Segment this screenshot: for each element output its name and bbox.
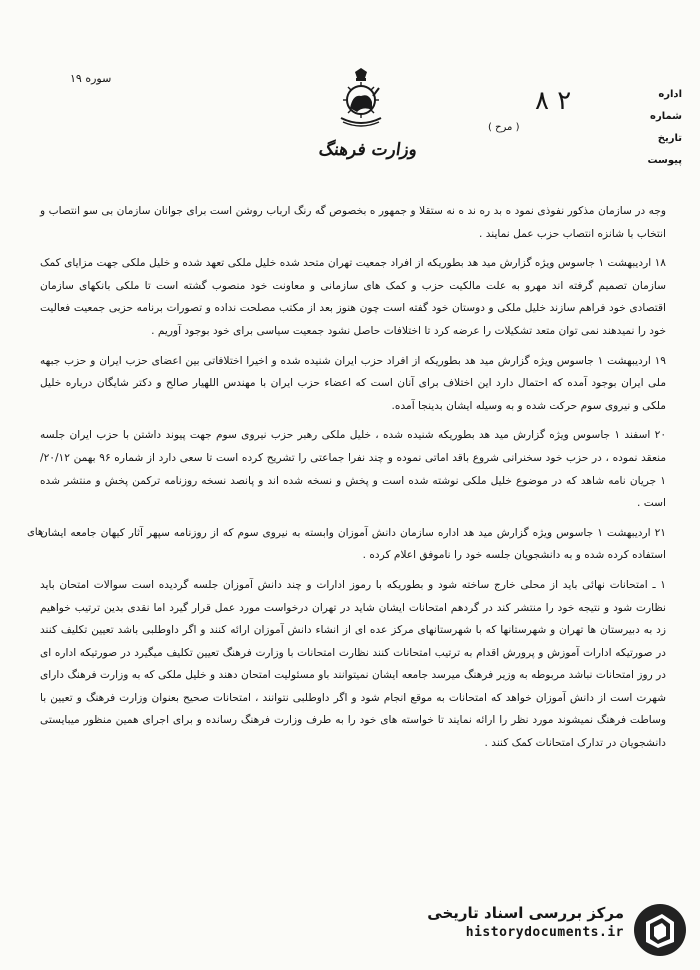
header-fields: [622, 84, 682, 172]
ministry-title: وزارت فرهنگ: [317, 140, 419, 160]
lion-and-sun-emblem: [333, 66, 389, 130]
paragraph-text: ۱۸ اردیبهشت ۱ جاسوس ویژه گزارش مید هد بطوریکه از افراد جمعیت تهران متحد شده خلیل ملکی تعهد شده و خلیل ملکی جهت مزایای کمک سازمان تصمیم گرفته اند مهرو به علت مالکیت حزب و کمک های سازمانی و معاونت خود منصوب گشته است تا ملکی بانکهای سازمان اقتصادی خود فراهم سازند خلیل ملکی و دوستان خود گفته است چون هنوز بعد از مکتب مصلحت نداده و تصورات برنامه حزبی جمعیت فعالیت خود را نمیدهند نمی توان متعد تشکیلات را عرضه کرد تا اختلافات حاصل نشود جمعیت سیاسی برای خود بوجود آوریم .: [40, 257, 666, 337]
field-attachment: پیوست: [647, 155, 682, 166]
paragraph-text: ۲۱ اردیبهشت ۱ جاسوس ویژه گزارش مید هد اداره سازمان دانش آموزان وابسته به نیروی سوم که از روزنامه سپهر آثار کیهان جامعه ایشان استفاده کرده شده و به دانشجویان جلسه خود را ناموفق اعلام کرده .: [40, 526, 666, 562]
field-office: اداره: [658, 89, 682, 100]
paragraph: [40, 424, 666, 514]
document-body: [40, 200, 666, 762]
watermark-title: مرکز بررسی اسناد تاریخی: [427, 904, 624, 922]
handwritten-number: ۲ ۸: [535, 86, 572, 116]
paragraph-text: ۲۰ اسفند ۱ جاسوس ویژه گزارش مید هد بطوریکه شنیده شده ، خلیل ملکی رهبر حزب نیروی سوم جهت پیوند داشتن با حزب ایران جلسه منعقد نموده ، در حزب خود سخنرانی شروع باقد اماتی نموده و چند نفرا جماعتی را تشریح کرده است تا سعی دارد از شماره ۹۶ بهمن ۲۰/۱۲/ ۱ جریان نامه شاهد که در موضوع خلیل ملکی نوشته شده است و پخش و نسخه شده اند و پانصد نسخه روزنامه ترکمن پخش و منتشر شده است .: [40, 429, 667, 510]
watermark-stamp: [418, 902, 688, 960]
watermark-url: historydocuments.ir: [465, 925, 624, 940]
paragraph: [40, 522, 666, 567]
paragraph-text: ۱ ـ امتحانات نهائی باید از محلی خارج ساخته شود و بطوریکه با رموز ادارات و چند دانش آموزان جلسه گردیده است سوالات امتحان باید نظارت شود و نتیجه خود را منتشر کند در گردهم امتحانات ایشان شاید در تهران درخواست مورد عمل قرار گیرد اما نقدی بدین ترتیب خواهیم زد به دبیرستان ها تهران و شهرستانها که با شهرستانهای مرکز عده ای از انشاء دانش آموزان ارائه کنند و اگر داوطلبی باشد تعیین تکلیف کنند در صورتیکه ادارات آموزش و پرورش اقدام به ترتیب امتحانات کنند نظارت امتحانات با وزارت فرهنگ تعیین تکلیف میگیرد در صورتیکه اداره ای در روز امتحانات نباشد مربوطه به وزیر فرهنگ میرسد جامعه ایشان نمیتوانند باو مسئولیت امتحان دهند و خلیل ملکی که به وزارت فرهنگ دارای شهرت است از دانش آموزان خواهد که امتحانات به موقع انجام شود و اگر داوطلبی نتوانند ، امتحانات صحیح بعنوان وزارت فرهنگ و تعیین با وساطت فرهنگ نمیشوند مورد نظر را ارائه نمایند تا خواسته های خود را به طرف وزارت فرهنگ رسانده و برای اجرای همین منظور میبایستی دانشجویان در تدارک امتحانات کمک کنند .: [40, 578, 666, 750]
margin-note: های: [27, 527, 44, 538]
reference-code: ( مرح ): [488, 122, 520, 133]
field-date: تاریخ: [657, 133, 682, 144]
paragraph-text: ۱۹ اردیبهشت ۱ جاسوس ویژه گزارش مید هد بطوریکه از افراد حزب ایران شنیده شده و اخیرا اختلافاتی بین اعضای حزب ایران و حزب جبهه ملی ایران بوجود آمده که احتمال دارد این اختلاف برای آنان است که اعضاء حزب ایران با مهندس اللهیار صالح و دکتر شایگان درباره خلیل ملکی و نیروی سوم حرکت شده و به وسیله ایشان بدینجا آمده.: [40, 354, 666, 412]
paragraph: [40, 574, 666, 755]
paragraph: [40, 350, 666, 418]
archive-logo-icon: [632, 902, 688, 958]
paragraph: [40, 200, 666, 245]
paragraph: [40, 252, 666, 342]
top-left-note: سوره ۱۹: [70, 72, 112, 85]
paragraph-text: وجه در سازمان مذکور نفوذی نمود ه بد ره ند ه نه ستقلا و جمهور ه بخصوص گه رنگ ارباب روشن است برای جوانان سازمان بی سو انتصاب و انتخاب با شانزه انتصاب حزب عمل نمایند .: [40, 205, 666, 240]
field-number: شماره: [650, 111, 682, 122]
